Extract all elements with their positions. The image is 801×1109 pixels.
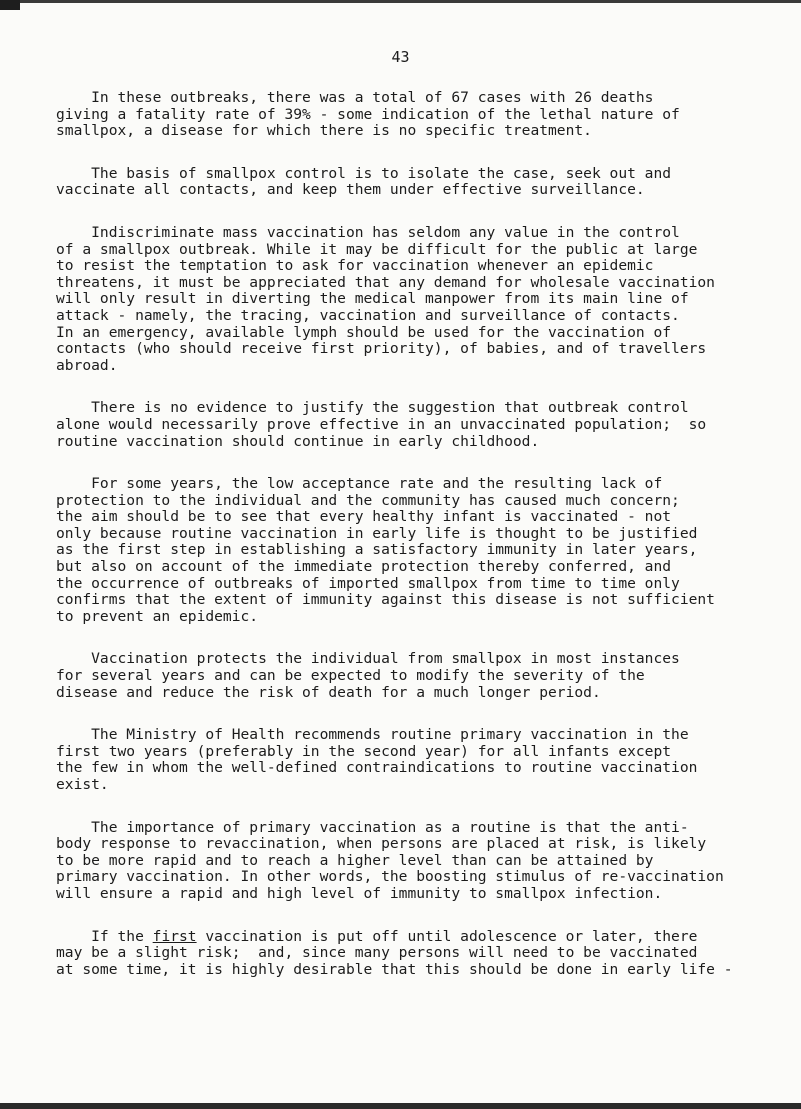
paragraph-vaccination-protection [56, 651, 776, 701]
text-line: alone would necessarily prove effective in an unvaccinated population; so [56, 415, 707, 433]
text-line: The Ministry of Health recommends routine primary vaccination in the [56, 726, 689, 744]
text-line: may be a slight risk; and, since many persons will need to be vaccinated [56, 944, 698, 962]
paragraph-ministry-recommendation [56, 727, 776, 793]
text-line: Indiscriminate mass vaccination has seldom any value in the control [56, 223, 680, 241]
text-line [56, 929, 776, 946]
text-line: will ensure a rapid and high level of immunity to smallpox infection. [56, 884, 663, 902]
scan-corner-mark [0, 0, 20, 10]
text-line: threatens, it must be appreciated that any demand for wholesale vaccination [56, 273, 715, 291]
text-line: to prevent an epidemic. [56, 607, 259, 625]
text-line: attack - namely, the tracing, vaccination and surveillance of contacts. [56, 306, 680, 324]
text-line: Vaccination protects the individual from smallpox in most instances [56, 650, 680, 668]
paragraph-adolescent-vaccination [56, 929, 776, 979]
text-line: In an emergency, available lymph should be used for the vaccination of [56, 323, 672, 341]
text-line: The basis of smallpox control is to isolate the case, seek out and [56, 164, 672, 182]
text-line: giving a fatality rate of 39% - some indication of the lethal nature of [56, 105, 680, 123]
text-line: exist. [56, 776, 109, 793]
text-line: For some years, the low acceptance rate and the resulting lack of [56, 475, 663, 493]
text-line: primary vaccination. In other words, the boosting stimulus of re-vaccination [56, 868, 724, 886]
paragraph-control-basis [56, 166, 776, 199]
text-line: routine vaccination should continue in early childhood. [56, 432, 540, 450]
text-line: the occurrence of outbreaks of imported smallpox from time to time only [56, 574, 680, 592]
text-line: to resist the temptation to ask for vaccination whenever an epidemic [56, 257, 654, 275]
text-segment: vaccination is put off until adolescence or later, there [196, 927, 698, 945]
text-line: will only result in diverting the medical manpower from its main line of [56, 290, 689, 308]
text-line: protection to the individual and the community has caused much concern; [56, 491, 680, 509]
text-line: contacts (who should receive first priority), of babies, and of travellers [56, 340, 707, 358]
paragraph-outbreak-fatality [56, 90, 776, 140]
text-segment: If the [56, 927, 153, 945]
paragraph-primary-vaccination-importance [56, 820, 776, 903]
text-line: the few in whom the well-defined contraindications to routine vaccination [56, 759, 698, 777]
text-line: confirms that the extent of immunity against this disease is not sufficient [56, 591, 715, 609]
paragraph-mass-vaccination [56, 225, 776, 374]
text-line: disease and reduce the risk of death for a much longer period. [56, 683, 601, 701]
text-line: smallpox, a disease for which there is no specific treatment. [56, 122, 592, 140]
paragraph-acceptance-rate [56, 476, 776, 625]
text-line: but also on account of the immediate protection thereby conferred, and [56, 558, 672, 576]
text-line: to be more rapid and to reach a higher level than can be attained by [56, 851, 654, 869]
text-line: body response to revaccination, when persons are placed at risk, is likely [56, 835, 707, 853]
text-line: first two years (preferably in the second year) for all infants except [56, 742, 672, 760]
page-number: 43 [391, 48, 410, 66]
text-line: In these outbreaks, there was a total of 67 cases with 26 deaths [56, 89, 654, 106]
text-line: The importance of primary vaccination as a routine is that the anti- [56, 818, 689, 836]
underlined-word: first [152, 927, 197, 945]
paragraph-outbreak-control-evidence [56, 400, 776, 450]
text-line: for several years and can be expected to modify the severity of the [56, 667, 645, 685]
document-body [56, 90, 776, 1004]
text-line: vaccinate all contacts, and keep them under effective surveillance. [56, 181, 645, 199]
text-line: the aim should be to see that every healthy infant is vaccinated - not [56, 508, 672, 526]
page-top-edge [0, 0, 801, 3]
text-line: only because routine vaccination in early life is thought to be justified [56, 524, 698, 542]
text-line: There is no evidence to justify the suggestion that outbreak control [56, 399, 689, 417]
text-line: as the first step in establishing a satisfactory immunity in later years, [56, 541, 698, 559]
text-line: abroad. [56, 356, 118, 374]
text-line: at some time, it is highly desirable that this should be done in early life - [56, 960, 733, 978]
text-line: of a smallpox outbreak. While it may be difficult for the public at large [56, 240, 698, 258]
page-bottom-edge [0, 1103, 801, 1109]
